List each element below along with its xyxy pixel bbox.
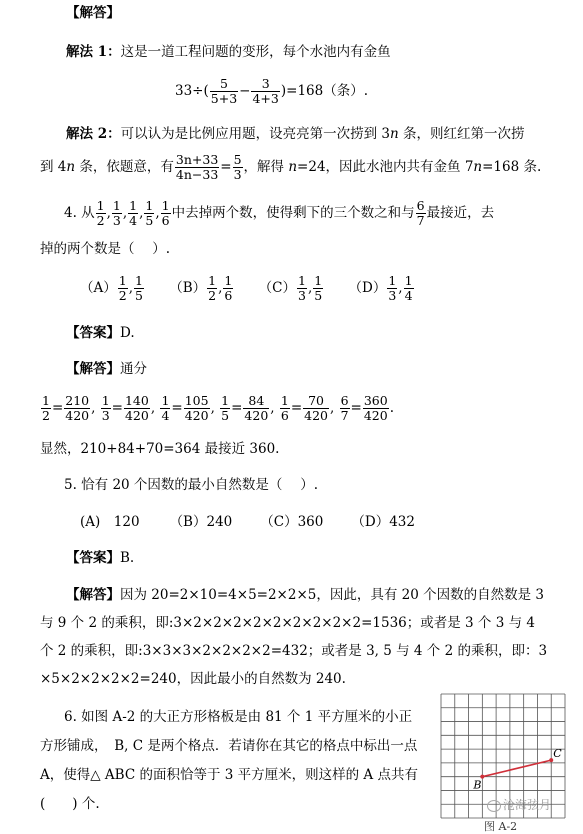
option-c[interactable]: （C） $\frac{1}{3}$ , $\frac{1}{5}$ [258,273,323,303]
q4-frac-5: $\frac{1}{6}$ [161,198,170,228]
question-4-options [80,272,415,304]
eq1-prefix: 33÷( [175,83,209,99]
solution-5-line-2: 与 9 个 2 的乘积，即:3×2×2×2×2×2×2×2×2×2=1536；或者是 3 个 3 与 4 [40,615,535,631]
q5-option-b[interactable]: （B）240 [169,514,233,530]
label-b: B [473,778,482,792]
equation-4: $\frac{1}{2}$ = $\frac{210}{420}$ , $\frac{1}{3}$ = $\frac{140}{420}$ , $\frac{1}{4}$ = $\frac{105}{420}$ , $\frac{1}{5}$ = $\frac{84}{420}$ , $\frac{1}{6}$ = $\frac{70}{420}$ , $\frac{6}{7}$ = $\frac{360}{420}$ . [42,393,395,423]
method-1-text: 这是一道工程问题的变形，每个水池内有金鱼 [120,44,391,60]
eq1-frac-1: $\frac{5}{5+3}$ [210,76,238,106]
method-2-line: 解法 2：可以认为是比例应用题，设亮亮第一次捞到 3n 条，则红红第一次捞 [66,126,525,142]
question-4: 4. 从 $\frac{1}{2}$ , $\frac{1}{3}$ , $\frac{1}{4}$ , $\frac{1}{5}$ , $\frac{1}{6}$ 中去掉两个数，使得剩下的三个数之和与 $\frac{6}{7}$ 最接近，去 [64,198,495,228]
question-6-line-2: 方形铺成， B, C 是两个格点．若请你在其它的格点中标出一点 [40,738,418,754]
solution-5-line-1: 【解答】因为 20=2×10=4×5=2×2×5，因此，具有 20 个因数的自然数是 3 [66,587,545,603]
method-1-line [66,43,391,61]
figure-caption: 图 A-2 [484,820,518,833]
question-5: 5. 恰有 20 个因数的最小自然数是（ ）. [64,477,319,493]
q5-option-c[interactable]: （C）360 [260,514,324,530]
solution-4: 【解答】通分 [66,361,147,377]
question-6-line-3: A，使得△ ABC 的面积恰等于 3 平方厘米，则这样的 A 点共有 [40,767,418,783]
q4-frac-1: $\frac{1}{2}$ [96,198,105,228]
eq1-suffix: )=168（条）. [280,83,368,99]
eq4-term-4: $\frac{1}{5}$ = $\frac{84}{420}$ , [221,393,275,423]
label-c: C [553,747,562,761]
answer-5: 【答案】B. [66,550,135,566]
solution-5-line-4: ×5×2×2×2×2=240，因此最小的自然数为 240. [40,671,346,687]
q5-option-a[interactable]: (A) 120 [80,514,140,530]
method-2-label: 解法 2： [66,126,121,142]
question-6-line-1: 6. 如图 A-2 的大正方形格板是由 81 个 1 平方厘米的小正 [64,709,413,725]
q4-frac-2: $\frac{1}{3}$ [112,198,121,228]
eq4-term-6: $\frac{6}{7}$ = $\frac{360}{420}$ [340,393,388,423]
question-4-line-2: 掉的两个数是（ ）. [40,241,171,257]
q5-option-d[interactable]: （D）432 [351,514,415,530]
option-b[interactable]: （B） $\frac{1}{2}$ , $\frac{1}{6}$ [169,273,233,303]
m2-frac-1: $\frac{3n+33}{4n-33}$ [175,152,219,182]
wechat-icon [487,800,501,812]
eq4-term-3: $\frac{1}{4}$ = $\frac{105}{420}$ , [161,393,215,423]
eq4-term-5: $\frac{1}{6}$ = $\frac{70}{420}$ , [280,393,335,423]
eq1-minus: − [239,83,251,99]
eq4-term-1: $\frac{1}{2}$ = $\frac{210}{420}$ , [42,393,96,423]
watermark: 沧海弦月 [487,796,551,813]
equation-1 [175,75,368,107]
method-1-label: 解法 1： [66,44,121,60]
option-d[interactable]: （D） $\frac{1}{3}$ , $\frac{1}{4}$ [348,273,413,303]
q4-frac-3: $\frac{1}{4}$ [129,198,138,228]
method-2-line-2: 到 4n 条，依题意，有 $\frac{3n+33}{4n-33}$ = $\frac{5}{3}$ ，解得 n=24，因此水池内共有金鱼 7n=168 条. [40,152,542,182]
m2-frac-2: $\frac{5}{3}$ [233,152,242,182]
q4-target-frac: $\frac{6}{7}$ [416,198,425,228]
result-4: 显然，210+84+70=364 最接近 360. [40,441,280,457]
q4-frac-4: $\frac{1}{5}$ [145,198,154,228]
eq1-frac-2: $\frac{3}{4+3}$ [252,76,279,106]
option-a[interactable]: （A） $\frac{1}{2}$ , $\frac{1}{5}$ [80,273,143,303]
solution-5-line-3: 个 2 的乘积，即:3×3×3×2×2×2×2=432；或者是 3, 5 与 4 个 2 的乘积，即：3 [40,643,548,659]
eq4-term-2: $\frac{1}{3}$ = $\frac{140}{420}$ , [101,393,156,423]
question-6-line-4: ( ) 个. [40,796,100,812]
answer-4: 【答案】D. [66,325,135,341]
solution-label-1: 【解答】 [66,5,120,21]
question-5-options [80,513,415,531]
